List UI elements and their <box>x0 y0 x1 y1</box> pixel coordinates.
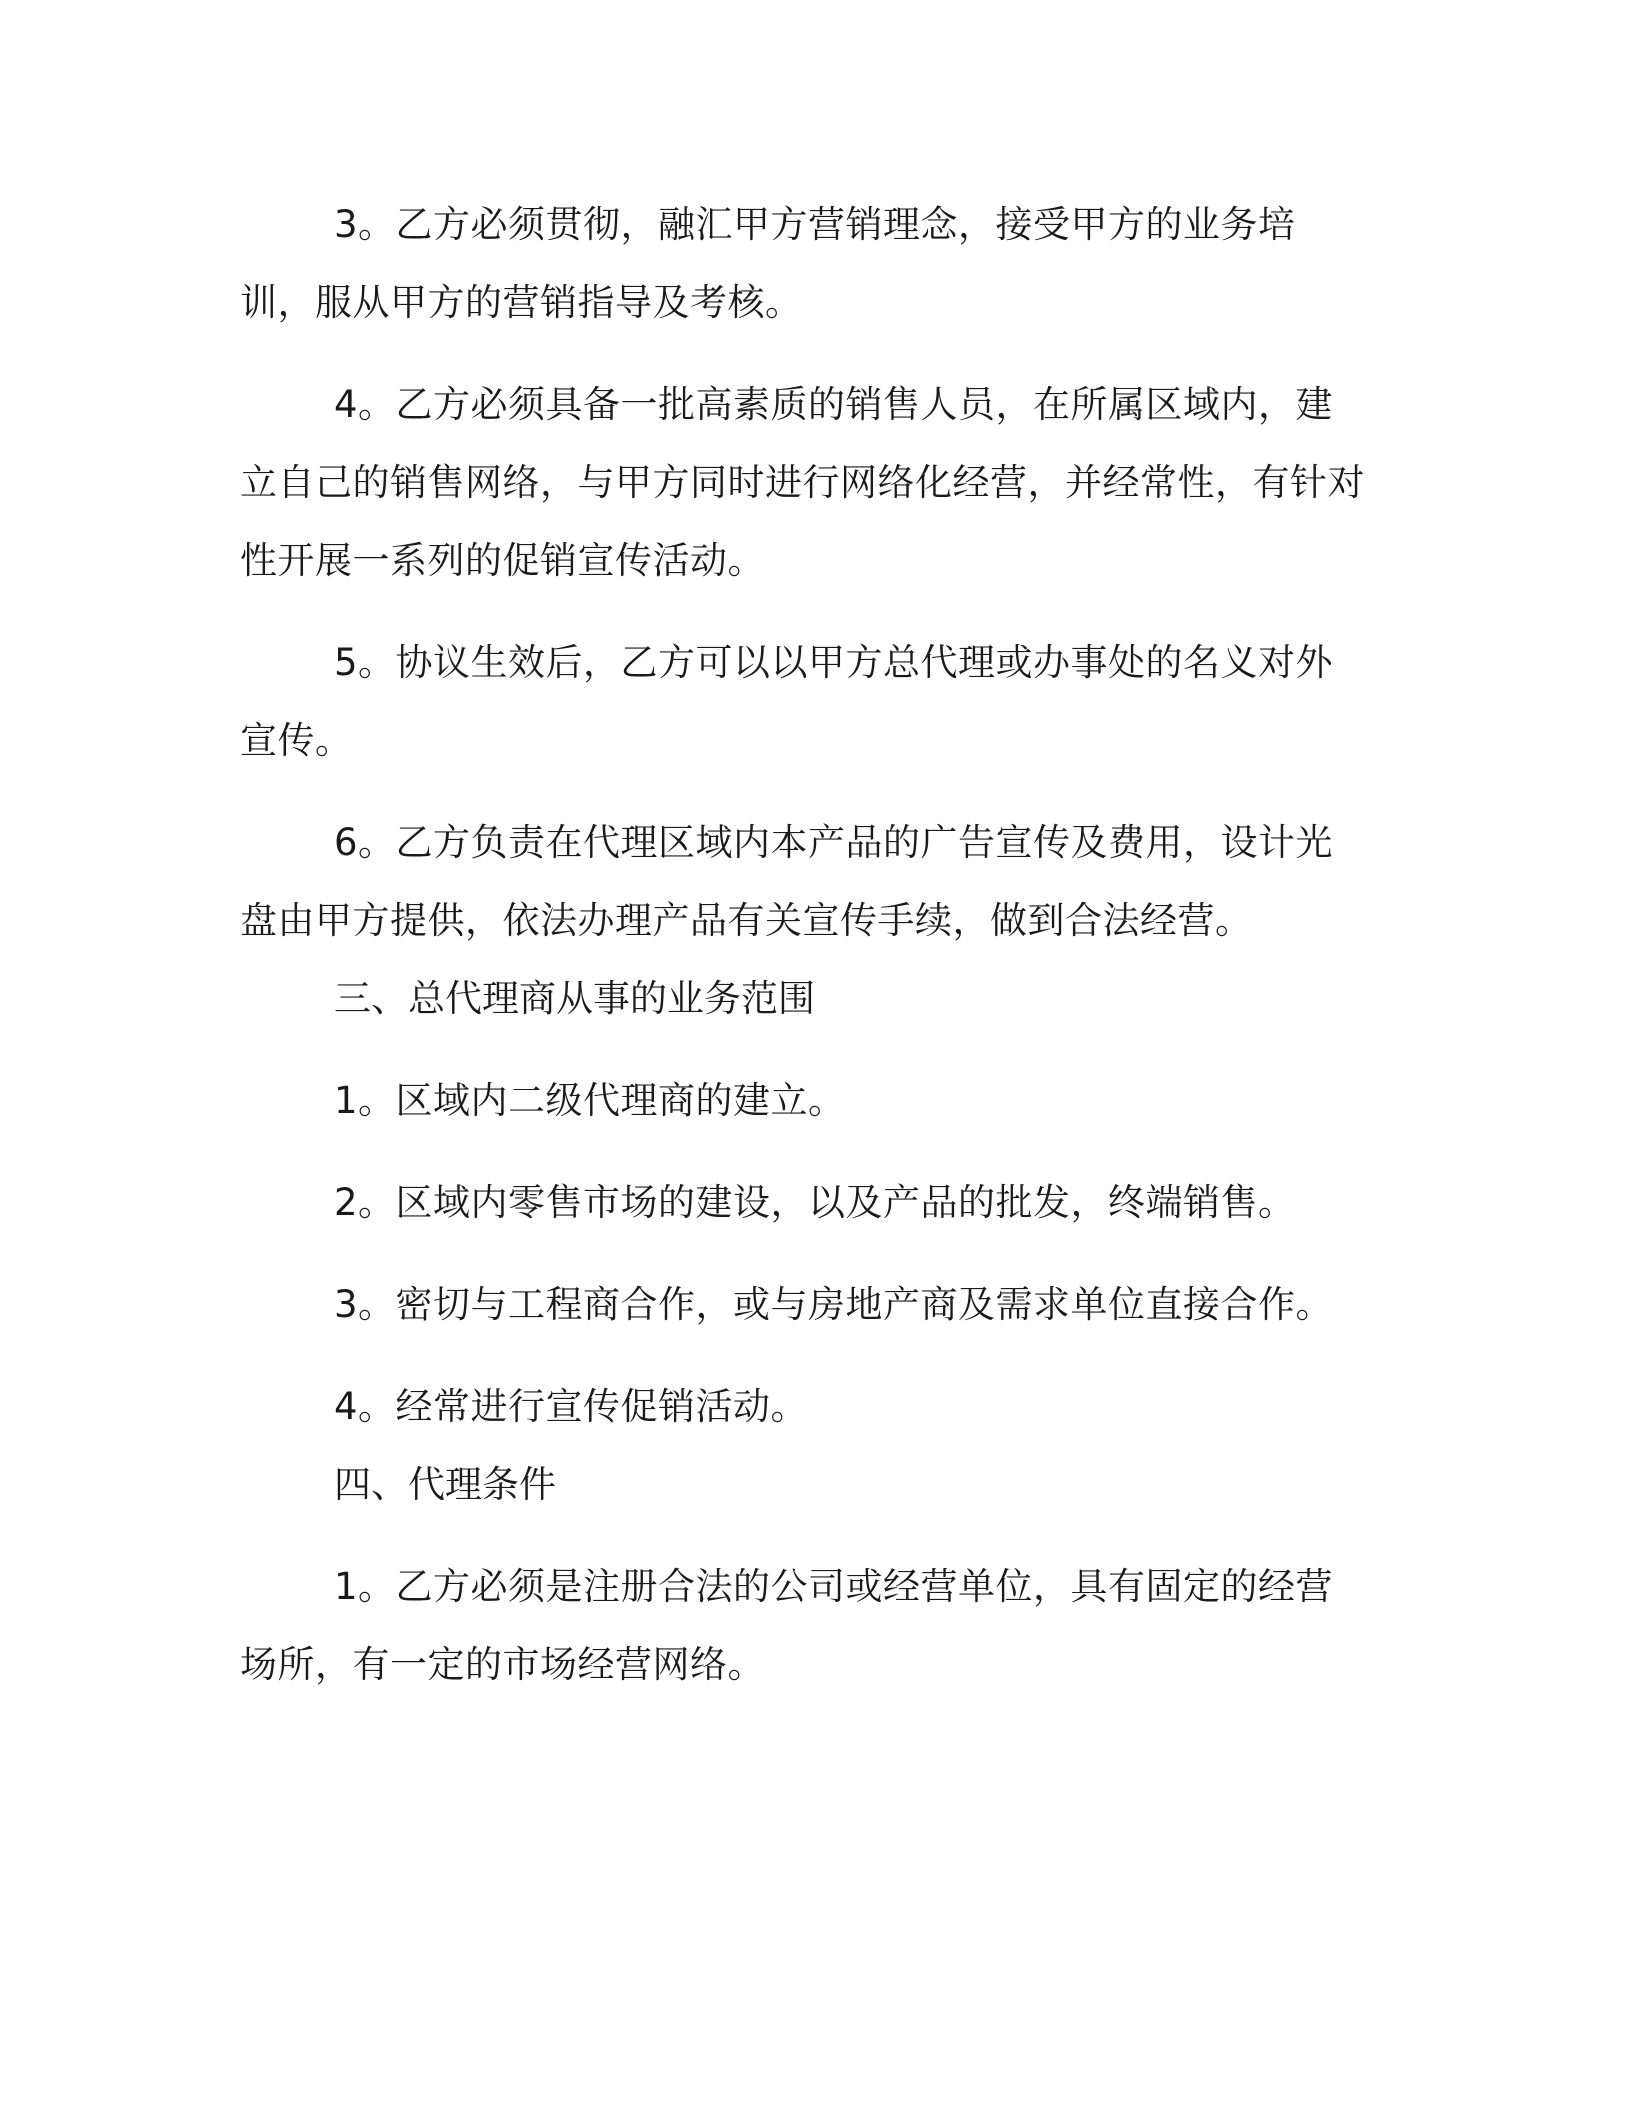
paragraph-condition-1: 1。乙方必须是注册合法的公司或经营单位，具有固定的经营场所，有一定的市场经营网络。 <box>240 1565 1334 1686</box>
paragraph-scope-4: 4。经常进行宣传促销活动。 <box>334 1385 809 1428</box>
paragraph-scope-3: 3。密切与工程商合作，或与房地产商及需求单位直接合作。 <box>334 1283 1334 1326</box>
paragraph-scope-2: 2。区域内零售市场的建设，以及产品的批发，终端销售。 <box>334 1181 1296 1224</box>
paragraph-item-3-training: 3。乙方必须贯彻，融汇甲方营销理念，接受甲方的业务培训，服从甲方的营销指导及考核。 <box>240 203 1296 324</box>
document-body <box>240 186 1368 1704</box>
paragraph-item-4-sales-network: 4。乙方必须具备一批高素质的销售人员，在所属区域内，建立自己的销售网络，与甲方同时进行网络化经营，并经常性，有针对性开展一系列的促销宣传活动。 <box>240 383 1365 582</box>
section-heading-business-scope: 三、总代理商从事的业务范围 <box>334 977 815 1020</box>
paragraph-scope-1: 1。区域内二级代理商的建立。 <box>334 1079 846 1122</box>
section-heading-agency-conditions: 四、代理条件 <box>334 1463 556 1506</box>
paragraph-item-5-publicity: 5。协议生效后，乙方可以以甲方总代理或办事处的名义对外宣传。 <box>240 641 1334 762</box>
paragraph-item-6-advertising: 6。乙方负责在代理区域内本产品的广告宣传及费用，设计光盘由甲方提供，依法办理产品有关宣传手续，做到合法经营。 <box>240 821 1334 942</box>
